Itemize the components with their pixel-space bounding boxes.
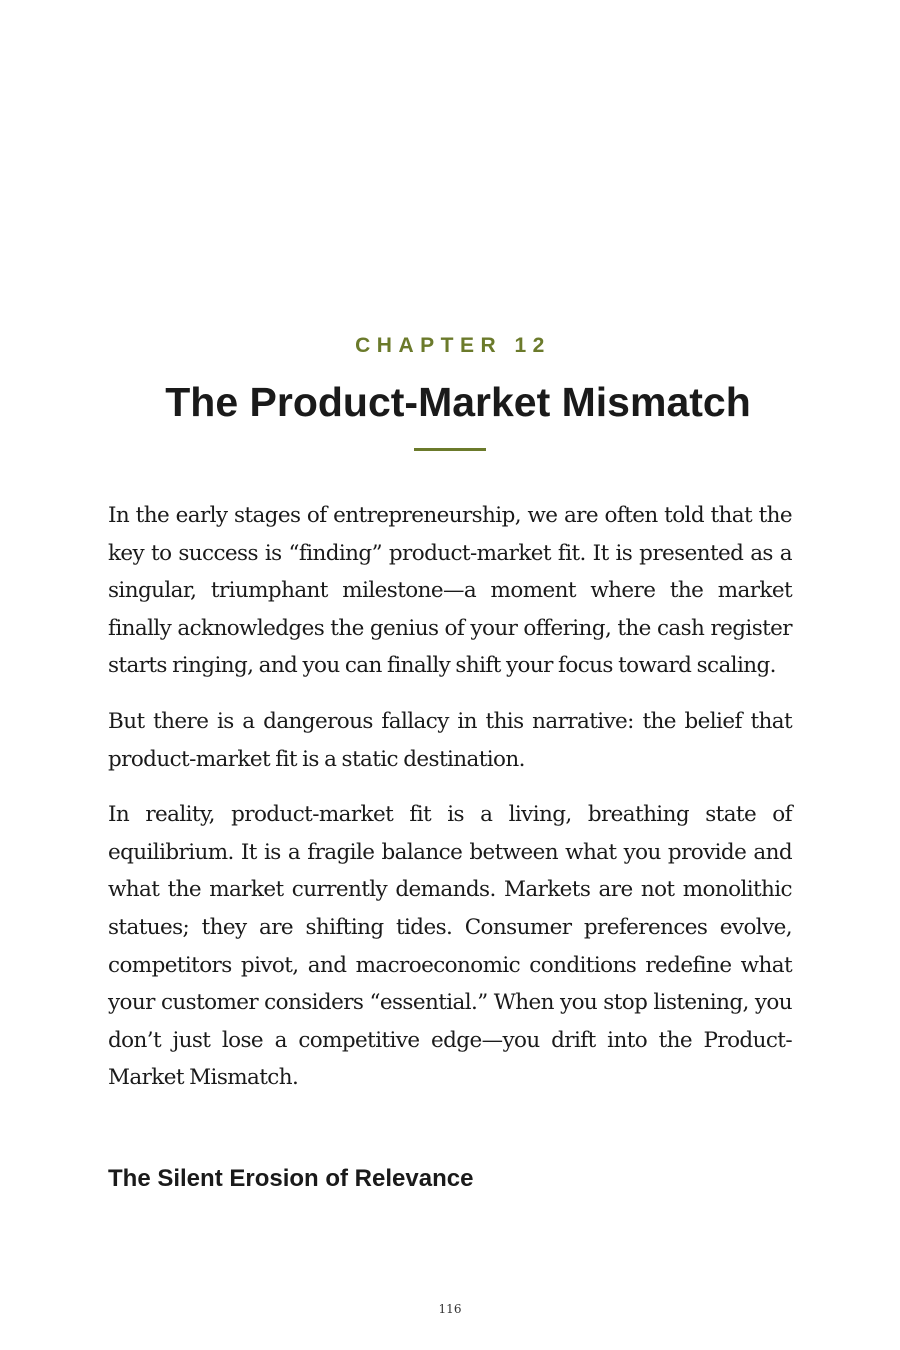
title-divider — [414, 448, 486, 451]
body-text — [108, 497, 792, 1115]
chapter-title: The Product-Market Mismatch — [165, 379, 751, 425]
paragraph: In reality, product-market fit is a living, breathing state of equilibrium. It is a fragile balance between what you provide and what the market currently demands. Markets are not monolithic statues; they are shifting tides. Consumer preferences evolve, competitors pivot, and macroeconomic conditions redefine what your customer considers “essential.” When you stop listening, you don’t just lose a competitive edge—you drift into the Product-Market Mismatch. — [108, 802, 792, 1091]
paragraph: In the early stages of entrepreneurship, we are often told that the key to success is “finding” product-market fit. It is presented as a singular, triumphant milestone—a moment where the market finally acknowledges the genius of your offering, the cash register starts ringing, and you can finally shift your focus toward scaling. — [108, 503, 792, 679]
chapter-label: CHAPTER 12 — [355, 334, 551, 357]
section-heading: The Silent Erosion of Relevance — [108, 1165, 474, 1192]
paragraph: But there is a dangerous fallacy in this narrative: the belief that product-market fit is a static destination. — [108, 708, 792, 772]
page-number: 116 — [438, 1302, 462, 1316]
